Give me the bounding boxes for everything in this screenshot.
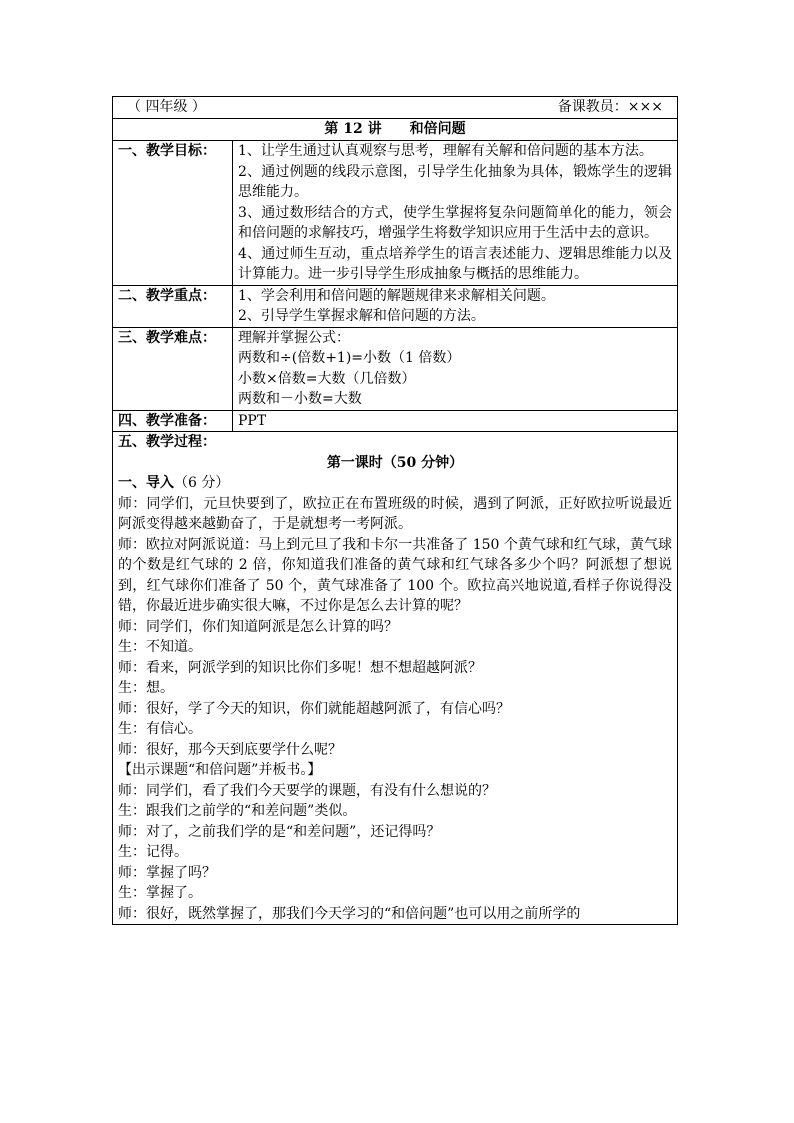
dialogue-line: 师：很好，学了今天的知识，你们就能超越阿派了，有信心吗？ bbox=[118, 700, 510, 717]
teacher-info bbox=[558, 97, 663, 118]
dialogue-line: 师：同学们，看了我们今天要学的课题，有没有什么想说的？ bbox=[118, 782, 496, 799]
formula-line: 两数和－小数=大数 bbox=[238, 391, 362, 407]
dialogue-line: 师：很好，那今天到底要学什么呢？ bbox=[118, 741, 342, 758]
difficulties-label: 三、教学难点： bbox=[113, 327, 233, 410]
intro-heading: 一、导入 bbox=[118, 475, 174, 491]
goal-item: 1、让学生通过认真观察与思考，理解有关解和倍问题的基本方法。 bbox=[238, 143, 653, 159]
key-point-item: 1、学会利用和倍问题的解题规律来求解相关问题。 bbox=[238, 287, 555, 304]
key-points-label: 二、教学重点： bbox=[113, 285, 233, 327]
dialogue-line: 师：同学们，你们知道阿派是怎么计算的吗？ bbox=[118, 618, 398, 635]
dialogue-line: 师：掌握了吗？ bbox=[118, 864, 216, 881]
difficulties-row bbox=[113, 327, 678, 410]
grade-label: （ 四年级 ） bbox=[127, 99, 206, 115]
formula-line: 小数×倍数=大数（几倍数） bbox=[238, 370, 416, 387]
key-points-content bbox=[233, 285, 678, 327]
lesson-plan-page bbox=[112, 96, 678, 925]
goals-label: 一、教学目标： bbox=[113, 141, 233, 286]
goal-item: 2、通过例题的线段示意图，引导学生化抽象为具体，锻炼学生的逻辑思维能力。 bbox=[238, 163, 672, 200]
process-cell bbox=[113, 432, 678, 925]
key-points-row bbox=[113, 285, 678, 327]
header-row bbox=[113, 97, 678, 119]
dialogue-line: 生：想。 bbox=[118, 680, 174, 696]
teacher-label: 备课教员： bbox=[557, 99, 628, 115]
dialogue-line: 生：有信心。 bbox=[118, 721, 202, 737]
preparation-row bbox=[113, 410, 678, 432]
goals-row bbox=[113, 141, 678, 286]
teacher-name: ××× bbox=[627, 99, 663, 115]
dialogue-line: 生：不知道。 bbox=[118, 639, 202, 655]
dialogue-line: 师：很好，既然掌握了，那我们今天学习的“和倍问题”也可以用之前所学的 bbox=[118, 905, 581, 922]
difficulty-item: 理解并掌握公式： bbox=[238, 329, 350, 346]
dialogue-line: 师：看来，阿派学到的知识比你们多呢！想不想超越阿派？ bbox=[118, 659, 482, 676]
lesson-number: 第 12 讲 bbox=[324, 121, 382, 137]
dialogue-line: 生：记得。 bbox=[118, 844, 188, 860]
difficulties-content bbox=[233, 327, 678, 410]
lesson-plan-table bbox=[112, 96, 678, 925]
dialogue-line: 师：同学们，元旦快要到了，欧拉正在布置班级的时候，遇到了阿派，正好欧拉听说最近阿派变得越来越勤奋了，于是就想考一考阿派。 bbox=[118, 495, 672, 532]
lesson-title-cell bbox=[113, 119, 678, 141]
formula-line: 两数和÷(倍数+1)=小数（1 倍数） bbox=[238, 350, 461, 366]
period-title: 第一课时（50 分钟） bbox=[326, 454, 464, 471]
preparation-value: PPT bbox=[233, 410, 678, 432]
dialogue-line: 生：掌握了。 bbox=[118, 885, 202, 901]
dialogue-line: 师：欧拉对阿派说道：马上到元旦了我和卡尔一共准备了 150 个黄气球和红气球，黄气球的个数是红气球的 2 倍，你知道我们准备的黄气球和红气球各多少个吗？阿派想了想说到，红气球你们准备了 50 个，黄气球准备了 100 个。欧拉高兴地说道,看样子你说得没错，你最近进步确实很大嘛，不过你是怎么去计算的呢？ bbox=[118, 536, 672, 614]
key-point-item: 2、引导学生掌握求解和倍问题的方法。 bbox=[238, 308, 485, 324]
intro-time: （6 分） bbox=[174, 475, 230, 491]
goal-item: 3、通过数形结合的方式，使学生掌握将复杂问题简单化的能力，领会和倍问题的求解技巧，增强学生将数学知识应用于生活中去的意识。 bbox=[238, 204, 672, 241]
process-row bbox=[113, 432, 678, 925]
dialogue-line: 【出示课题“和倍问题”并板书。】 bbox=[118, 762, 322, 778]
preparation-label: 四、教学准备： bbox=[113, 410, 233, 432]
header-cell bbox=[113, 97, 678, 119]
dialogue-line: 生：跟我们之前学的“和差问题”类似。 bbox=[118, 803, 357, 819]
process-label: 五、教学过程： bbox=[118, 434, 216, 450]
lesson-title-row bbox=[113, 119, 678, 141]
goals-content bbox=[233, 141, 678, 286]
lesson-title: 和倍问题 bbox=[409, 121, 466, 137]
goal-item: 4、通过师生互动，重点培养学生的语言表述能力、逻辑思维能力以及计算能力。进一步引导学生形成抽象与概括的思维能力。 bbox=[238, 245, 672, 282]
dialogue-line: 师：对了，之前我们学的是“和差问题”，还记得吗？ bbox=[118, 823, 441, 840]
intro-heading-line bbox=[118, 473, 672, 494]
